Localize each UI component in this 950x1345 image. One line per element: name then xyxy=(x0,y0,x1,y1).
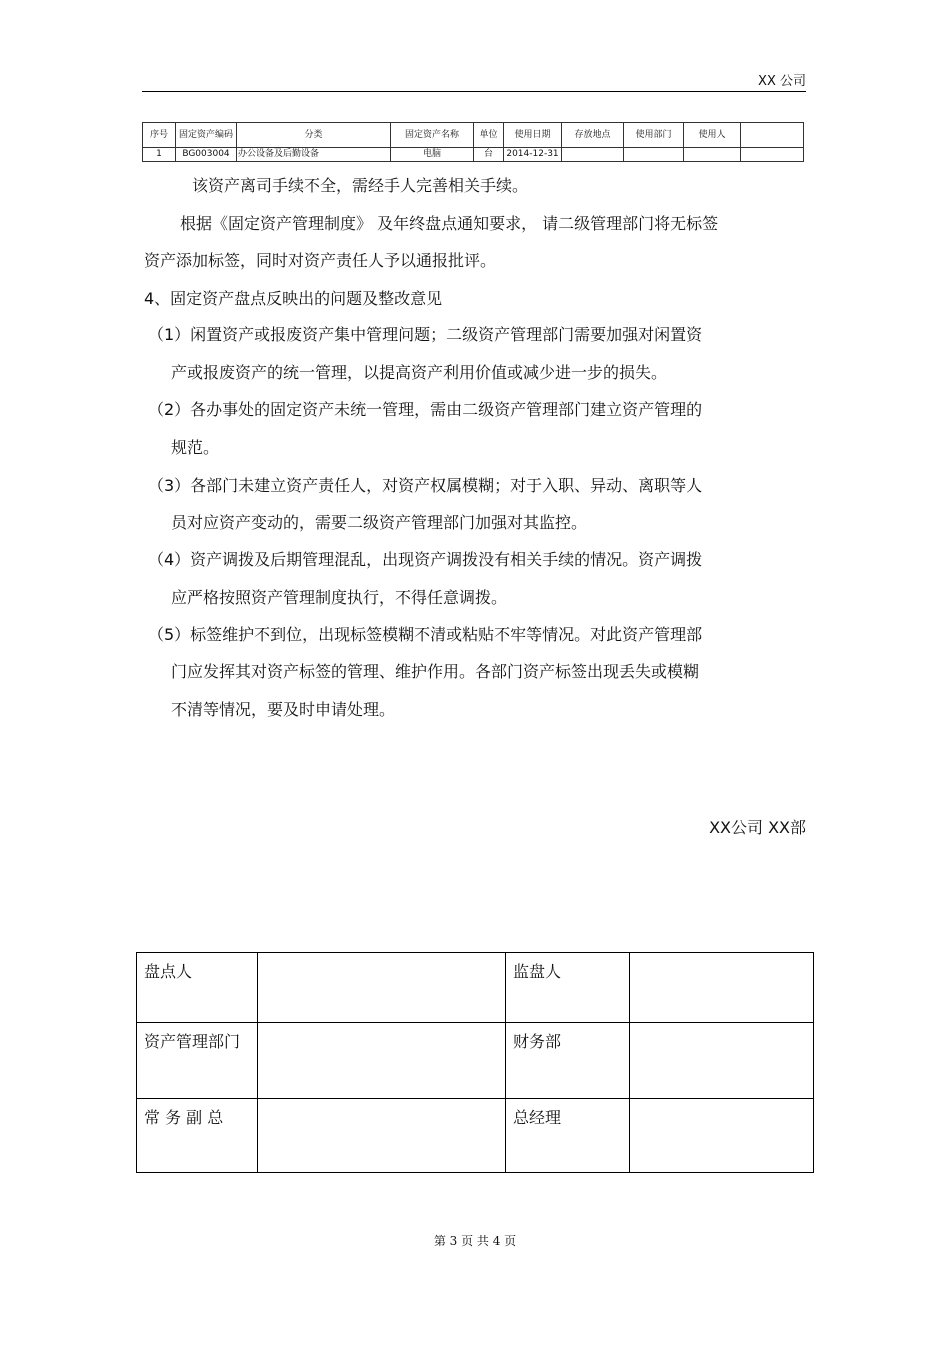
sign-row xyxy=(137,953,814,1023)
asset-header-cell: 使用部门 xyxy=(624,123,684,148)
list-item-line: 应严格按照资产管理制度执行，不得任意调拨。 xyxy=(171,588,508,607)
sign-field[interactable] xyxy=(630,1023,814,1099)
list-item-line: 门应发挥其对资产标签的管理、维护作用。各部门资产标签出现丢失或模糊 xyxy=(171,662,700,681)
sign-field[interactable] xyxy=(258,1099,506,1173)
paragraph: 该资产离司手续不全，需经手人完善相关手续。 xyxy=(192,176,529,195)
header-divider xyxy=(142,91,806,92)
sign-field[interactable] xyxy=(258,953,506,1023)
list-item-line: （5）标签维护不到位，出现标签模糊不清或粘贴不牢等情况。对此资产管理部 xyxy=(148,625,703,644)
asset-header-cell: 序号 xyxy=(143,123,176,148)
list-item-line: （3）各部门未建立资产责任人，对资产权属模糊；对于入职、异动、离职等人 xyxy=(148,476,703,495)
asset-table-header-row xyxy=(143,123,804,148)
list-item-line: 规范。 xyxy=(171,438,220,457)
asset-table xyxy=(142,122,804,162)
sign-row xyxy=(137,1099,814,1173)
asset-table-row xyxy=(143,148,804,162)
header-company: XX 公司 xyxy=(758,74,806,89)
asset-header-cell: 固定资产名称 xyxy=(391,123,474,148)
asset-header-cell: 存放地点 xyxy=(562,123,624,148)
sign-label: 常 务 副 总 xyxy=(137,1099,258,1173)
asset-header-cell: 使用人 xyxy=(684,123,741,148)
asset-cell xyxy=(741,148,804,162)
sign-label: 总经理 xyxy=(506,1099,630,1173)
sign-field[interactable] xyxy=(630,1099,814,1173)
signature: XX公司 XX部 xyxy=(709,818,806,837)
asset-cell: 2014-12-31 xyxy=(504,148,562,162)
list-item-line: （1）闲置资产或报废资产集中管理问题；二级资产管理部门需要加强对闲置资 xyxy=(148,325,703,344)
sign-label: 监盘人 xyxy=(506,953,630,1023)
asset-cell: 电脑 xyxy=(391,148,474,162)
paragraph: 根据《固定资产管理制度》 及年终盘点通知要求， 请二级管理部门将无标签 xyxy=(180,214,719,233)
sign-off-table xyxy=(136,952,814,1173)
asset-cell xyxy=(562,148,624,162)
sign-label: 资产管理部门 xyxy=(137,1023,258,1099)
asset-cell xyxy=(684,148,741,162)
asset-header-cell: 分类 xyxy=(237,123,391,148)
sign-field[interactable] xyxy=(258,1023,506,1099)
sign-field[interactable] xyxy=(630,953,814,1023)
asset-cell: 台 xyxy=(474,148,504,162)
asset-header-cell xyxy=(741,123,804,148)
sign-label: 盘点人 xyxy=(137,953,258,1023)
list-item-line: 员对应资产变动的，需要二级资产管理部门加强对其监控。 xyxy=(171,513,588,532)
asset-header-cell: 单位 xyxy=(474,123,504,148)
sign-label: 财务部 xyxy=(506,1023,630,1099)
paragraph: 资产添加标签，同时对资产责任人予以通报批评。 xyxy=(144,251,497,270)
asset-header-cell: 使用日期 xyxy=(504,123,562,148)
list-item-line: 不清等情况，要及时申请处理。 xyxy=(171,700,396,719)
asset-header-cell: 固定资产编码 xyxy=(176,123,237,148)
list-item-line: （4）资产调拨及后期管理混乱，出现资产调拨没有相关手续的情况。资产调拨 xyxy=(148,550,703,569)
section-title: 4、固定资产盘点反映出的问题及整改意见 xyxy=(144,289,443,308)
page-footer: 第 3 页 共 4 页 xyxy=(433,1234,517,1248)
asset-cell xyxy=(624,148,684,162)
list-item-line: （2）各办事处的固定资产未统一管理，需由二级资产管理部门建立资产管理的 xyxy=(148,400,703,419)
asset-cell: 1 xyxy=(143,148,176,162)
list-item-line: 产或报废资产的统一管理，以提高资产利用价值或减少进一步的损失。 xyxy=(171,363,668,382)
sign-row xyxy=(137,1023,814,1099)
asset-cell: BG003004 xyxy=(176,148,237,162)
asset-cell: 办公设备及后勤设备 xyxy=(237,148,391,162)
